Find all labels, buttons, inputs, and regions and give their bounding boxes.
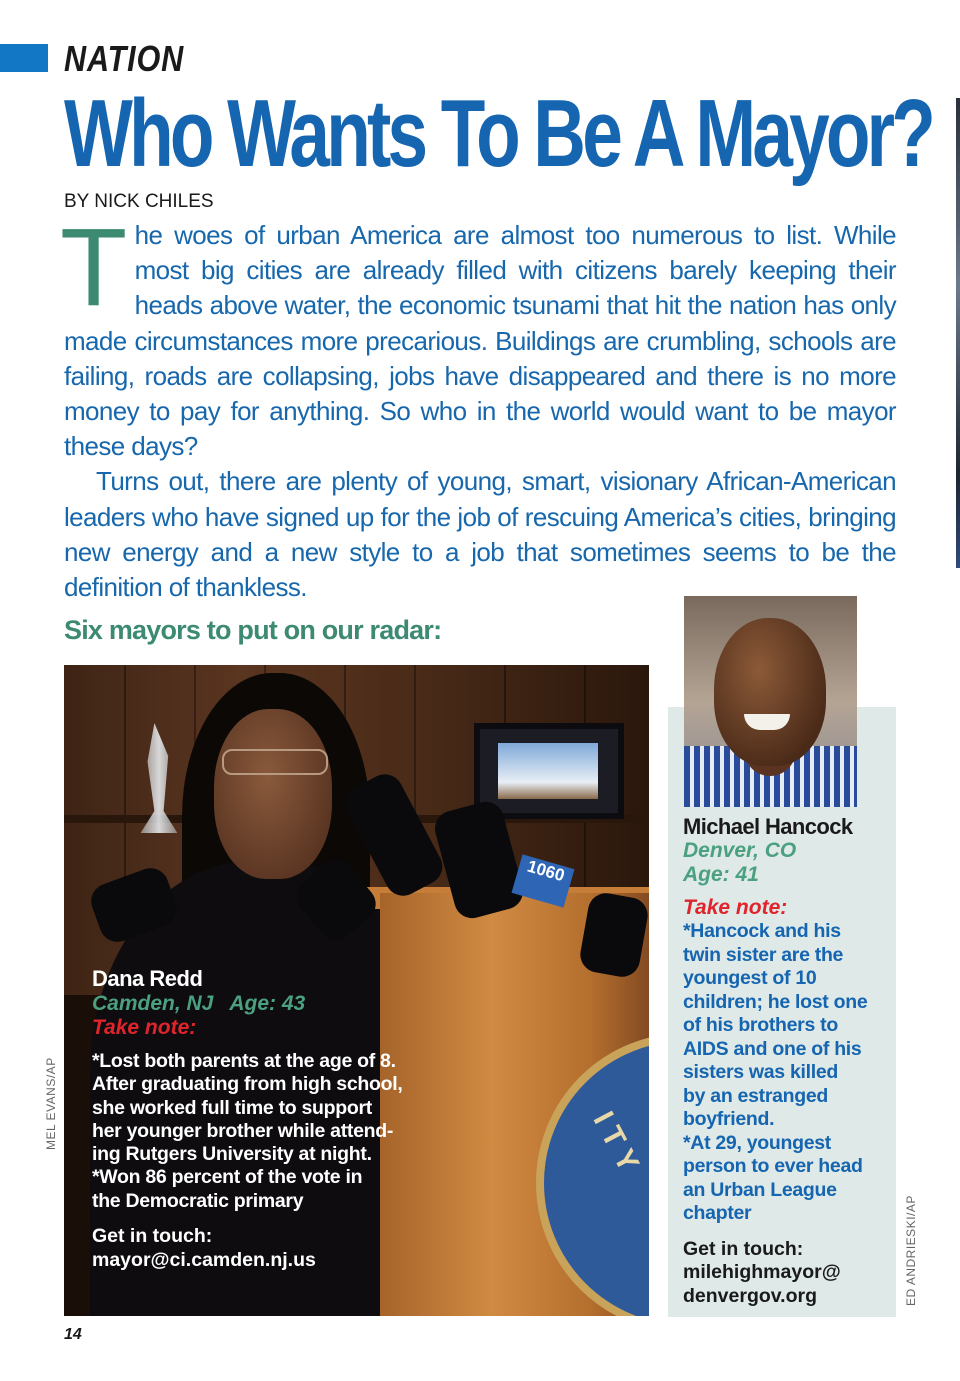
hancock-caption <box>683 815 883 1308</box>
contact-email[interactable]: mayor@ci.camden.nj.us <box>92 1248 316 1271</box>
mayor-place-age <box>92 992 412 1016</box>
note-line: person to ever head <box>683 1155 863 1177</box>
take-note-body <box>92 1050 412 1213</box>
take-note-heading: Take note: <box>683 896 788 919</box>
note-line: boyfriend. <box>683 1108 775 1130</box>
contact-email-line-1[interactable]: milehighmayor@ <box>683 1261 841 1283</box>
article-paragraph-1: he woes of urban America are almost too numerous to list. While most big cities are already filled with citizens barely keeping their heads above water, the economic tsunami that hit the nation has only made circumstances more precarious. Buildings are crumbling, schools are failing, roads are collapsing, jobs have disappeared and there is no more money to pay for anything. So who in the world would want to be mayor these days? <box>64 220 896 462</box>
contact-heading: Get in touch: <box>92 1225 213 1248</box>
byline: BY NICK CHILES <box>64 191 214 212</box>
section-accent-bar <box>0 44 48 72</box>
mayor-place: Denver, CO <box>683 839 797 862</box>
note-line: ing Rutgers University at night. <box>92 1143 372 1166</box>
note-line: her younger brother while attend- <box>92 1119 394 1142</box>
note-line: After graduating from high school, <box>92 1073 403 1096</box>
note-line: children; he lost one <box>683 990 868 1013</box>
subject-face <box>214 709 332 879</box>
page-number: 14 <box>64 1326 82 1343</box>
note-line: *Won 86 percent of the vote in <box>92 1166 363 1189</box>
note-line: she worked full time to support <box>92 1096 372 1119</box>
note-line: *Hancock and his <box>683 920 841 942</box>
contact-heading: Get in touch: <box>683 1237 804 1260</box>
article-body <box>60 206 896 605</box>
subject-head <box>714 618 826 766</box>
contact-block <box>92 1225 412 1272</box>
station-mic-flag: 1060 <box>512 854 575 907</box>
dana-redd-caption <box>92 966 412 1272</box>
mayor-age: Age: 41 <box>683 863 759 886</box>
note-line: *Lost both parents at the age of 8. <box>92 1050 396 1072</box>
note-line: twin sister are the <box>683 943 844 966</box>
article-paragraph-2: Turns out, there are plenty of young, smart, visionary African-American leaders who have signed up for the job of rescuing America’s cities, bringing new energy and a new style to a job that sometimes seems to be the definition of thankless. <box>64 466 896 603</box>
mayor-name: Dana Redd <box>92 966 203 991</box>
note-line: the Democratic primary <box>92 1189 304 1212</box>
adjacent-page-photo-edge <box>956 98 960 568</box>
drop-cap: T <box>60 206 127 329</box>
radar-heading: Six mayors to put on our radar: <box>64 615 442 645</box>
subject-glasses <box>222 749 328 775</box>
note-line: by an estranged <box>683 1084 829 1107</box>
note-line: of his brothers to <box>683 1014 838 1036</box>
note-line: AIDS and one of his <box>683 1037 862 1060</box>
note-line: sisters was killed <box>683 1061 839 1083</box>
city-seal-text: I T Y <box>586 1106 646 1178</box>
headline: Who Wants To Be A Mayor? <box>64 80 933 187</box>
michael-hancock-photo <box>684 596 857 807</box>
take-note-body <box>683 920 883 1226</box>
mayor-place: Camden, NJ <box>92 992 214 1015</box>
note-line: chapter <box>683 1202 752 1224</box>
note-line: *At 29, youngest <box>683 1131 831 1154</box>
contact-email-line-2[interactable]: denvergov.org <box>683 1284 817 1307</box>
take-note-heading: Take note: <box>92 1016 197 1039</box>
mayor-age: Age: 43 <box>229 992 306 1015</box>
photo-credit: ED ANDRIESKI/AP <box>904 1195 918 1306</box>
photo-credit: MEL EVANS/AP <box>44 1057 58 1150</box>
note-line: an Urban League <box>683 1178 837 1201</box>
note-line: youngest of 10 <box>683 967 817 989</box>
section-label: NATION <box>64 38 185 79</box>
mayor-name: Michael Hancock <box>683 814 853 839</box>
contact-block <box>683 1238 883 1309</box>
microphone <box>578 890 649 979</box>
